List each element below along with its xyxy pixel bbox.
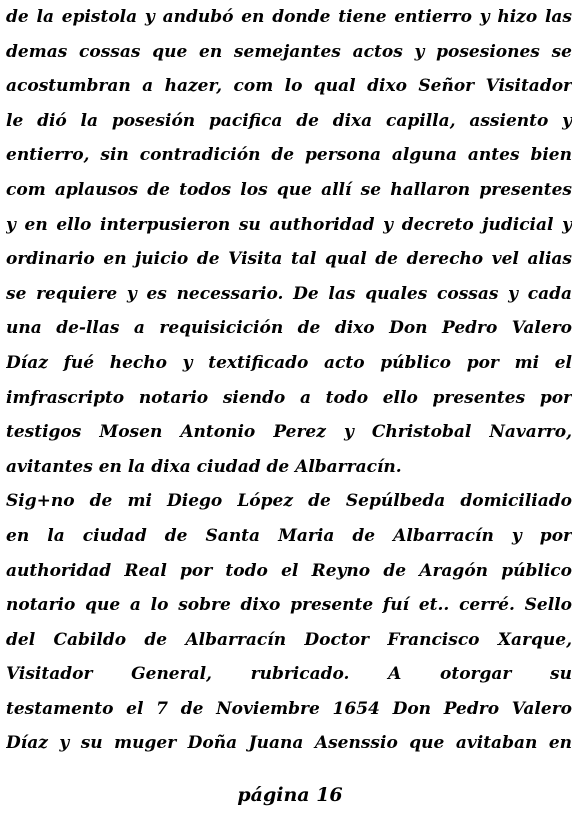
text-line: acostumbran a hazer, com lo qual dixo Señor Visitador bbox=[6, 76, 572, 97]
text-line: y en ello interpusieron su authoridad y decreto judicial y bbox=[6, 214, 572, 235]
text-line: Díaz y su muger Doña Juana Asenssio que avitaban en bbox=[6, 733, 572, 754]
text-line: com aplausos de todos los que allí se hallaron presentes bbox=[6, 179, 572, 200]
text-line: de la epistola y andubó en donde tiene entierro y hizo las bbox=[6, 7, 572, 27]
text-line: se requiere y es necessario. De las quales cossas y cada bbox=[6, 283, 572, 304]
text-line: imfrascripto notario siendo a todo ello presentes por bbox=[6, 387, 572, 408]
text-line: Visitador General, rubricado. A otorgar su bbox=[6, 664, 572, 685]
text-line: Díaz fué hecho y textificado acto público por mi el bbox=[6, 352, 572, 373]
text-line: Sig+no de mi Diego López de Sepúlbeda domiciliado bbox=[6, 491, 572, 512]
text-line: una de-llas a requisicición de dixo Don Pedro Valero bbox=[6, 318, 572, 339]
text-line: ordinario en juicio de Visita tal qual de derecho vel alias bbox=[6, 249, 572, 270]
text-line: le dió la posesión pacifica de dixa capilla, assiento y bbox=[6, 110, 572, 131]
text-line: demas cossas que en semejantes actos y posesiones se bbox=[6, 41, 572, 62]
text-line: testigos Mosen Antonio Perez y Christobal Navarro, bbox=[6, 422, 572, 443]
page-number: página 16 bbox=[237, 784, 343, 806]
text-line: del Cabildo de Albarracín Doctor Francisco Xarque, bbox=[6, 629, 572, 650]
text-line: notario que a lo sobre dixo presente fuí et.. cerré. Sello bbox=[6, 595, 572, 616]
body-text bbox=[6, 0, 572, 761]
text-line: en la ciudad de Santa Maria de Albarracín y por bbox=[6, 525, 572, 546]
text-line: testamento el 7 de Noviembre 1654 Don Pedro Valero bbox=[6, 698, 572, 719]
text-line: avitantes en la dixa ciudad de Albarracín. bbox=[6, 456, 402, 477]
text-line: entierro, sin contradición de persona alguna antes bien bbox=[6, 145, 572, 166]
text-line: authoridad Real por todo el Reyno de Aragón público bbox=[6, 560, 572, 581]
